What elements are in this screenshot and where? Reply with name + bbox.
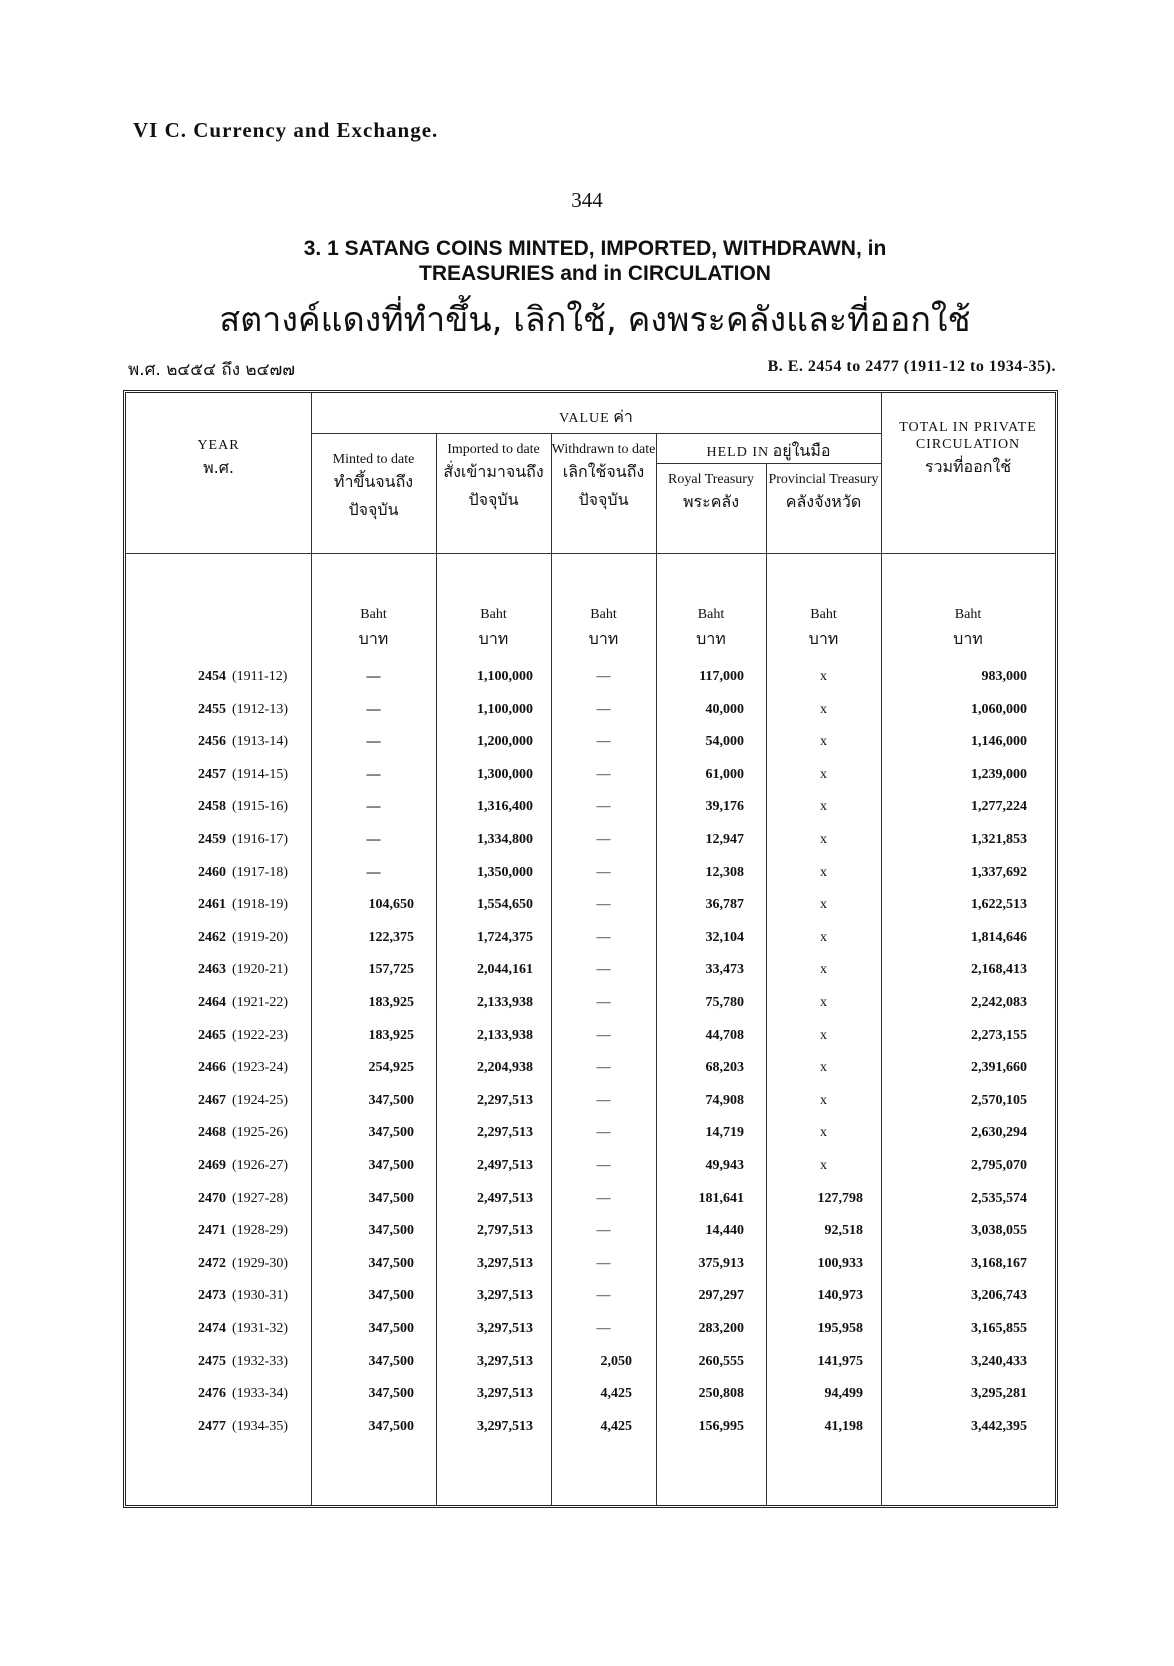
cell-withdrawn: —: [596, 1321, 611, 1336]
year-be: 2470: [198, 1190, 226, 1206]
cell-royal: 156,995: [698, 1418, 744, 1434]
cell-total: 3,295,281: [971, 1386, 1027, 1402]
unit-imported: Baht บาท: [478, 607, 509, 648]
cell-total: 1,146,000: [971, 734, 1027, 750]
cell-withdrawn: —: [596, 897, 611, 913]
cell-provincial: 140,973: [817, 1288, 863, 1304]
table-row: [126, 1346, 1061, 1378]
cell-imported: 2,297,513: [477, 1125, 533, 1141]
value-label: VALUE: [559, 411, 610, 426]
cell-imported: 3,297,513: [477, 1353, 533, 1369]
cell-withdrawn: —: [596, 1060, 611, 1076]
column-total-en: TOTAL IN PRIVATE CIRCULATION: [899, 420, 1037, 452]
table-row: [126, 1020, 1061, 1052]
cell-withdrawn: —: [596, 1027, 611, 1043]
unit-withdrawn: Baht บาท: [588, 607, 619, 648]
year-header: [126, 437, 311, 482]
cell-minted: —: [366, 734, 381, 750]
cell-withdrawn: —: [596, 832, 611, 847]
cell-total: 1,277,224: [971, 799, 1027, 815]
cell-withdrawn: —: [596, 1223, 611, 1239]
cell-provincial: x: [820, 995, 827, 1010]
year-be: 2466: [198, 1060, 226, 1076]
unit-minted: Baht บาท: [358, 607, 389, 648]
year-ce: (1924-25): [232, 1092, 288, 1108]
cell-minted: 347,500: [368, 1418, 414, 1434]
cell-total: 3,168,167: [971, 1255, 1027, 1271]
cell-minted: —: [366, 864, 381, 880]
cell-withdrawn: —: [596, 995, 611, 1010]
cell-minted: 347,500: [368, 1223, 414, 1239]
year-be: 2459: [198, 832, 226, 847]
column-provincial-en: Provincial Treasury: [768, 472, 879, 487]
cell-imported: 2,297,513: [477, 1092, 533, 1108]
cell-minted: 347,500: [368, 1321, 414, 1336]
year-be: 2475: [198, 1353, 226, 1369]
cell-total: 2,242,083: [971, 995, 1027, 1010]
cell-imported: 1,316,400: [477, 799, 533, 815]
column-royal-th: พระคลัง: [682, 492, 740, 511]
cell-imported: 2,204,938: [477, 1060, 533, 1076]
table-row: [126, 1378, 1061, 1410]
cell-imported: 2,133,938: [477, 1027, 533, 1043]
cell-imported: 2,797,513: [477, 1223, 533, 1239]
cell-provincial: x: [820, 864, 827, 880]
table-row: [126, 726, 1061, 758]
cell-withdrawn: —: [596, 669, 611, 684]
table-row: [126, 661, 1061, 693]
cell-minted: 347,500: [368, 1190, 414, 1206]
header-bottom-rule: [126, 553, 1055, 554]
cell-minted: 183,925: [368, 1027, 414, 1043]
cell-imported: 3,297,513: [477, 1255, 533, 1271]
cell-total: 3,165,855: [971, 1321, 1027, 1336]
year-be: 2460: [198, 864, 226, 880]
data-table: [123, 390, 1058, 1508]
cell-minted: —: [366, 701, 381, 717]
cell-total: 2,168,413: [971, 962, 1027, 978]
year-label-thai: พ.ศ.: [203, 458, 234, 477]
cell-withdrawn: 2,050: [600, 1353, 632, 1369]
column-imported-th: สั่งเข้ามาจนถึง: [443, 462, 544, 481]
cell-total: 3,206,743: [971, 1288, 1027, 1304]
table-row: [126, 1183, 1061, 1215]
year-ce: (1934-35): [232, 1418, 288, 1434]
table-row: [126, 1411, 1061, 1443]
cell-withdrawn: —: [596, 962, 611, 978]
year-ce: (1922-23): [232, 1027, 288, 1043]
year-ce: (1921-22): [232, 995, 288, 1010]
year-be: 2472: [198, 1255, 226, 1271]
held-label: HELD IN: [706, 445, 770, 460]
cell-provincial: x: [820, 766, 827, 782]
cell-imported: 1,350,000: [477, 864, 533, 880]
cell-minted: 157,725: [368, 962, 414, 978]
unit-provincial: Baht บาท: [808, 607, 839, 648]
value-label-thai: ค่า: [613, 407, 633, 426]
table-row: [126, 1150, 1061, 1182]
column-withdrawn-en: Withdrawn to date: [551, 442, 656, 457]
cell-minted: 347,500: [368, 1158, 414, 1173]
year-be: 2457: [198, 766, 226, 782]
cell-withdrawn: —: [596, 1092, 611, 1108]
cell-royal: 14,719: [705, 1125, 744, 1141]
cell-total: 1,060,000: [971, 701, 1027, 717]
year-be: 2464: [198, 995, 226, 1010]
column-withdrawn-th: เลิกใช้จนถึง: [562, 462, 645, 481]
cell-royal: 68,203: [705, 1060, 744, 1076]
title-line-1: 3. 1 SATANG COINS MINTED, IMPORTED, WITHDRAWN, in: [303, 237, 887, 260]
table-row: [126, 1280, 1061, 1312]
cell-withdrawn: —: [596, 701, 611, 717]
column-header-total: [881, 419, 1055, 481]
cell-provincial: x: [820, 897, 827, 913]
column-total-th: รวมที่ออกใช้: [924, 457, 1012, 476]
year-ce: (1918-19): [232, 897, 288, 913]
table-row: [126, 1052, 1061, 1084]
cell-imported: 1,100,000: [477, 669, 533, 684]
cell-total: 2,535,574: [971, 1190, 1027, 1206]
year-ce: (1916-17): [232, 832, 288, 847]
cell-withdrawn: —: [596, 1158, 611, 1173]
cell-provincial: x: [820, 1125, 827, 1141]
cell-minted: —: [366, 766, 381, 782]
year-ce: (1927-28): [232, 1190, 288, 1206]
cell-provincial: x: [820, 1158, 827, 1173]
year-be: 2455: [198, 701, 226, 717]
cell-royal: 33,473: [705, 962, 744, 978]
table-row: [126, 1313, 1061, 1345]
cell-imported: 1,100,000: [477, 701, 533, 717]
year-be: 2465: [198, 1027, 226, 1043]
cell-royal: 250,808: [698, 1386, 744, 1402]
cell-royal: 375,913: [698, 1255, 744, 1271]
column-header-imported: [436, 441, 551, 514]
table-row: [126, 1085, 1061, 1117]
page-number: 344: [571, 188, 603, 212]
cell-withdrawn: —: [596, 864, 611, 880]
title-line-2: TREASURIES and in CIRCULATION: [419, 262, 771, 285]
cell-royal: 61,000: [705, 766, 744, 782]
cell-royal: 44,708: [705, 1027, 744, 1043]
cell-total: 3,038,055: [971, 1223, 1027, 1239]
cell-royal: 54,000: [705, 734, 744, 750]
cell-imported: 1,200,000: [477, 734, 533, 750]
cell-provincial: 141,975: [817, 1353, 863, 1369]
column-provincial-th: คลังจังหวัด: [785, 492, 862, 511]
table-title: [160, 236, 1030, 286]
column-header-minted: [311, 451, 436, 524]
held-label-thai: อยู่ในมือ: [772, 441, 831, 460]
cell-provincial: x: [820, 734, 827, 750]
cell-imported: 3,297,513: [477, 1288, 533, 1304]
cell-total: 1,239,000: [971, 766, 1027, 782]
cell-provincial: x: [820, 701, 827, 717]
year-ce: (1926-27): [232, 1158, 288, 1173]
cell-minted: 347,500: [368, 1255, 414, 1271]
cell-provincial: 41,198: [824, 1418, 863, 1434]
column-imported-th2: ปัจจุบัน: [468, 490, 519, 509]
year-be: 2467: [198, 1092, 226, 1108]
table-row: [126, 922, 1061, 954]
year-ce: (1933-34): [232, 1386, 288, 1402]
cell-provincial: 92,518: [824, 1223, 863, 1239]
cell-royal: 36,787: [705, 897, 744, 913]
cell-minted: —: [366, 832, 381, 847]
cell-royal: 39,176: [705, 799, 744, 815]
cell-total: 3,240,433: [971, 1353, 1027, 1369]
cell-royal: 260,555: [698, 1353, 744, 1369]
cell-royal: 283,200: [698, 1321, 744, 1336]
cell-minted: —: [366, 799, 381, 815]
period-thai: พ.ศ. ๒๔๕๔ ถึง ๒๔๗๗: [128, 360, 296, 380]
cell-total: 3,442,395: [971, 1418, 1027, 1434]
year-ce: (1932-33): [232, 1353, 288, 1369]
unit-royal: Baht บาท: [696, 607, 726, 648]
cell-provincial: x: [820, 669, 827, 684]
cell-withdrawn: —: [596, 734, 611, 750]
table-row: [126, 824, 1061, 856]
cell-withdrawn: 4,425: [600, 1418, 632, 1434]
year-ce: (1913-14): [232, 734, 288, 750]
table-row: [126, 1248, 1061, 1280]
year-ce: (1920-21): [232, 962, 288, 978]
cell-total: 2,630,294: [971, 1125, 1027, 1141]
cell-minted: 347,500: [368, 1386, 414, 1402]
cell-total: 2,273,155: [971, 1027, 1027, 1043]
period-english: B. E. 2454 to 2477 (1911-12 to 1934-35).: [767, 358, 1056, 375]
cell-royal: 49,943: [705, 1158, 744, 1173]
cell-withdrawn: —: [596, 799, 611, 815]
table-row: [126, 987, 1061, 1019]
table-row: [126, 889, 1061, 921]
cell-withdrawn: —: [596, 1190, 611, 1206]
cell-imported: 2,133,938: [477, 995, 533, 1010]
column-royal-en: Royal Treasury: [668, 472, 754, 487]
year-ce: (1925-26): [232, 1125, 288, 1141]
cell-imported: 1,724,375: [477, 929, 533, 945]
year-ce: (1914-15): [232, 766, 288, 782]
year-be: 2463: [198, 962, 226, 978]
year-be: 2473: [198, 1288, 226, 1304]
cell-royal: 75,780: [705, 995, 744, 1010]
year-be: 2462: [198, 929, 226, 945]
cell-total: 1,337,692: [971, 864, 1027, 880]
year-ce: (1919-20): [232, 929, 288, 945]
cell-provincial: x: [820, 1092, 827, 1108]
cell-provincial: x: [820, 1027, 827, 1043]
cell-minted: 347,500: [368, 1353, 414, 1369]
year-ce: (1929-30): [232, 1255, 288, 1271]
cell-imported: 1,334,800: [477, 832, 533, 847]
cell-royal: 32,104: [705, 929, 744, 945]
year-ce: (1928-29): [232, 1223, 288, 1239]
cell-withdrawn: —: [596, 1125, 611, 1141]
cell-total: 1,814,646: [971, 929, 1027, 945]
column-header-provincial: [766, 471, 881, 516]
table-row: [126, 1117, 1061, 1149]
cell-minted: 104,650: [368, 897, 414, 913]
cell-total: 1,622,513: [971, 897, 1027, 913]
year-ce: (1923-24): [232, 1060, 288, 1076]
year-label: YEAR: [197, 438, 240, 453]
year-be: 2454: [198, 669, 226, 684]
column-withdrawn-th2: ปัจจุบัน: [578, 490, 629, 509]
table-row: [126, 954, 1061, 986]
cell-imported: 2,044,161: [477, 962, 533, 978]
cell-minted: 347,500: [368, 1092, 414, 1108]
year-be: 2476: [198, 1386, 226, 1402]
cell-withdrawn: —: [596, 1288, 611, 1304]
year-be: 2469: [198, 1158, 226, 1173]
cell-provincial: 100,933: [817, 1255, 863, 1271]
year-ce: (1912-13): [232, 701, 288, 717]
column-minted-th2: ปัจจุบัน: [348, 500, 399, 519]
year-be: 2471: [198, 1223, 226, 1239]
table-row: [126, 1215, 1061, 1247]
year-be: 2456: [198, 734, 226, 750]
column-imported-en: Imported to date: [447, 442, 540, 457]
cell-imported: 3,297,513: [477, 1386, 533, 1402]
cell-provincial: x: [820, 832, 827, 847]
value-underline: [311, 433, 881, 434]
column-minted-th: ทำขึ้นจนถึง: [333, 472, 414, 491]
cell-minted: 254,925: [368, 1060, 414, 1076]
cell-imported: 1,300,000: [477, 766, 533, 782]
cell-minted: 347,500: [368, 1288, 414, 1304]
cell-royal: 297,297: [698, 1288, 744, 1304]
cell-provincial: x: [820, 929, 827, 945]
year-be: 2468: [198, 1125, 226, 1141]
table-row: [126, 759, 1061, 791]
cell-minted: 183,925: [368, 995, 414, 1010]
cell-total: 2,570,105: [971, 1092, 1027, 1108]
year-ce: (1930-31): [232, 1288, 288, 1304]
cell-minted: —: [366, 669, 381, 684]
cell-provincial: x: [820, 1060, 827, 1076]
cell-imported: 2,497,513: [477, 1190, 533, 1206]
column-minted-en: Minted to date: [332, 452, 415, 467]
cell-royal: 181,641: [698, 1190, 744, 1206]
cell-withdrawn: —: [596, 929, 611, 945]
cell-total: 1,321,853: [971, 832, 1027, 847]
column-header-royal: [656, 471, 766, 516]
cell-imported: 3,297,513: [477, 1418, 533, 1434]
cell-imported: 3,297,513: [477, 1321, 533, 1336]
unit-total: Baht บาท: [953, 607, 983, 648]
cell-royal: 117,000: [699, 669, 744, 684]
cell-total: 2,795,070: [971, 1158, 1027, 1173]
year-ce: (1931-32): [232, 1321, 288, 1336]
cell-provincial: 195,958: [817, 1321, 863, 1336]
cell-minted: 347,500: [368, 1125, 414, 1141]
table-row: [126, 791, 1061, 823]
cell-royal: 12,308: [705, 864, 744, 880]
cell-royal: 40,000: [705, 701, 744, 717]
year-be: 2474: [198, 1321, 226, 1336]
cell-provincial: x: [820, 799, 827, 815]
table-row: [126, 857, 1061, 889]
cell-royal: 12,947: [705, 832, 744, 847]
cell-provincial: 94,499: [824, 1386, 863, 1402]
cell-minted: 122,375: [368, 929, 414, 945]
year-ce: (1911-12): [232, 669, 288, 684]
thai-title: สตางค์แดงที่ทำขึ้น, เลิกใช้, คงพระคลังและที่ออกใช้: [219, 300, 971, 340]
cell-provincial: 127,798: [817, 1190, 863, 1206]
cell-royal: 74,908: [705, 1092, 744, 1108]
cell-withdrawn: —: [596, 1255, 611, 1271]
year-ce: (1917-18): [232, 864, 288, 880]
cell-withdrawn: —: [596, 766, 611, 782]
cell-imported: 1,554,650: [477, 897, 533, 913]
section-heading: VI C. Currency and Exchange.: [133, 118, 439, 142]
year-be: 2477: [198, 1418, 226, 1434]
year-be: 2458: [198, 799, 226, 815]
column-header-withdrawn: [551, 441, 656, 514]
year-be: 2461: [198, 897, 226, 913]
cell-total: 2,391,660: [971, 1060, 1027, 1076]
value-header: [311, 403, 881, 431]
cell-total: 983,000: [981, 669, 1027, 684]
cell-royal: 14,440: [705, 1223, 744, 1239]
cell-withdrawn: 4,425: [600, 1386, 632, 1402]
cell-provincial: x: [820, 962, 827, 978]
held-header: [656, 437, 881, 465]
table-row: [126, 694, 1061, 726]
cell-imported: 2,497,513: [477, 1158, 533, 1173]
year-ce: (1915-16): [232, 799, 288, 815]
